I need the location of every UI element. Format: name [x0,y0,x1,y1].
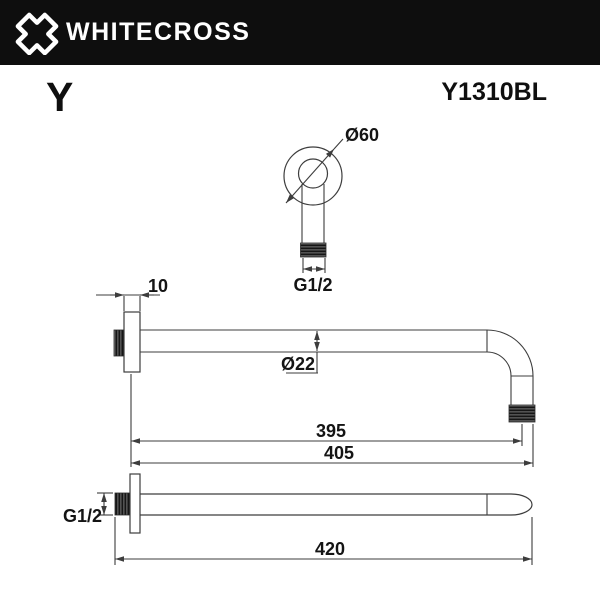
x-cross-logo-icon [15,11,59,55]
dim-length-overall-side [115,517,532,565]
top-view-drawing [96,276,535,467]
top-thread-texture-right [509,405,535,422]
dim-side-thread [63,493,113,526]
header-bar [0,0,600,65]
model-number: Y1310BL [441,78,547,106]
front-thread-label: G1/2 [293,275,333,295]
length-to-center-label: 395 [315,421,347,441]
front-thread-texture [301,243,327,257]
brand-name: WHITECROSS [66,18,251,46]
pipe-diameter-label: Ø22 [280,354,315,374]
dim-front-diameter [286,125,379,203]
overall-length-label-side: 420 [314,539,346,559]
dim-front-thread [293,258,332,295]
front-diameter-label: Ø60 [345,125,380,145]
top-thread-texture-left [114,330,124,356]
dim-wall-offset [96,276,168,311]
series-label: Y [46,74,74,120]
side-thread-label: G1/2 [62,506,102,526]
front-view-drawing [284,125,379,295]
side-view-drawing [63,474,532,565]
overall-length-label-top: 405 [323,443,355,463]
wall-offset-label: 10 [147,276,169,296]
side-thread-texture [115,493,130,515]
